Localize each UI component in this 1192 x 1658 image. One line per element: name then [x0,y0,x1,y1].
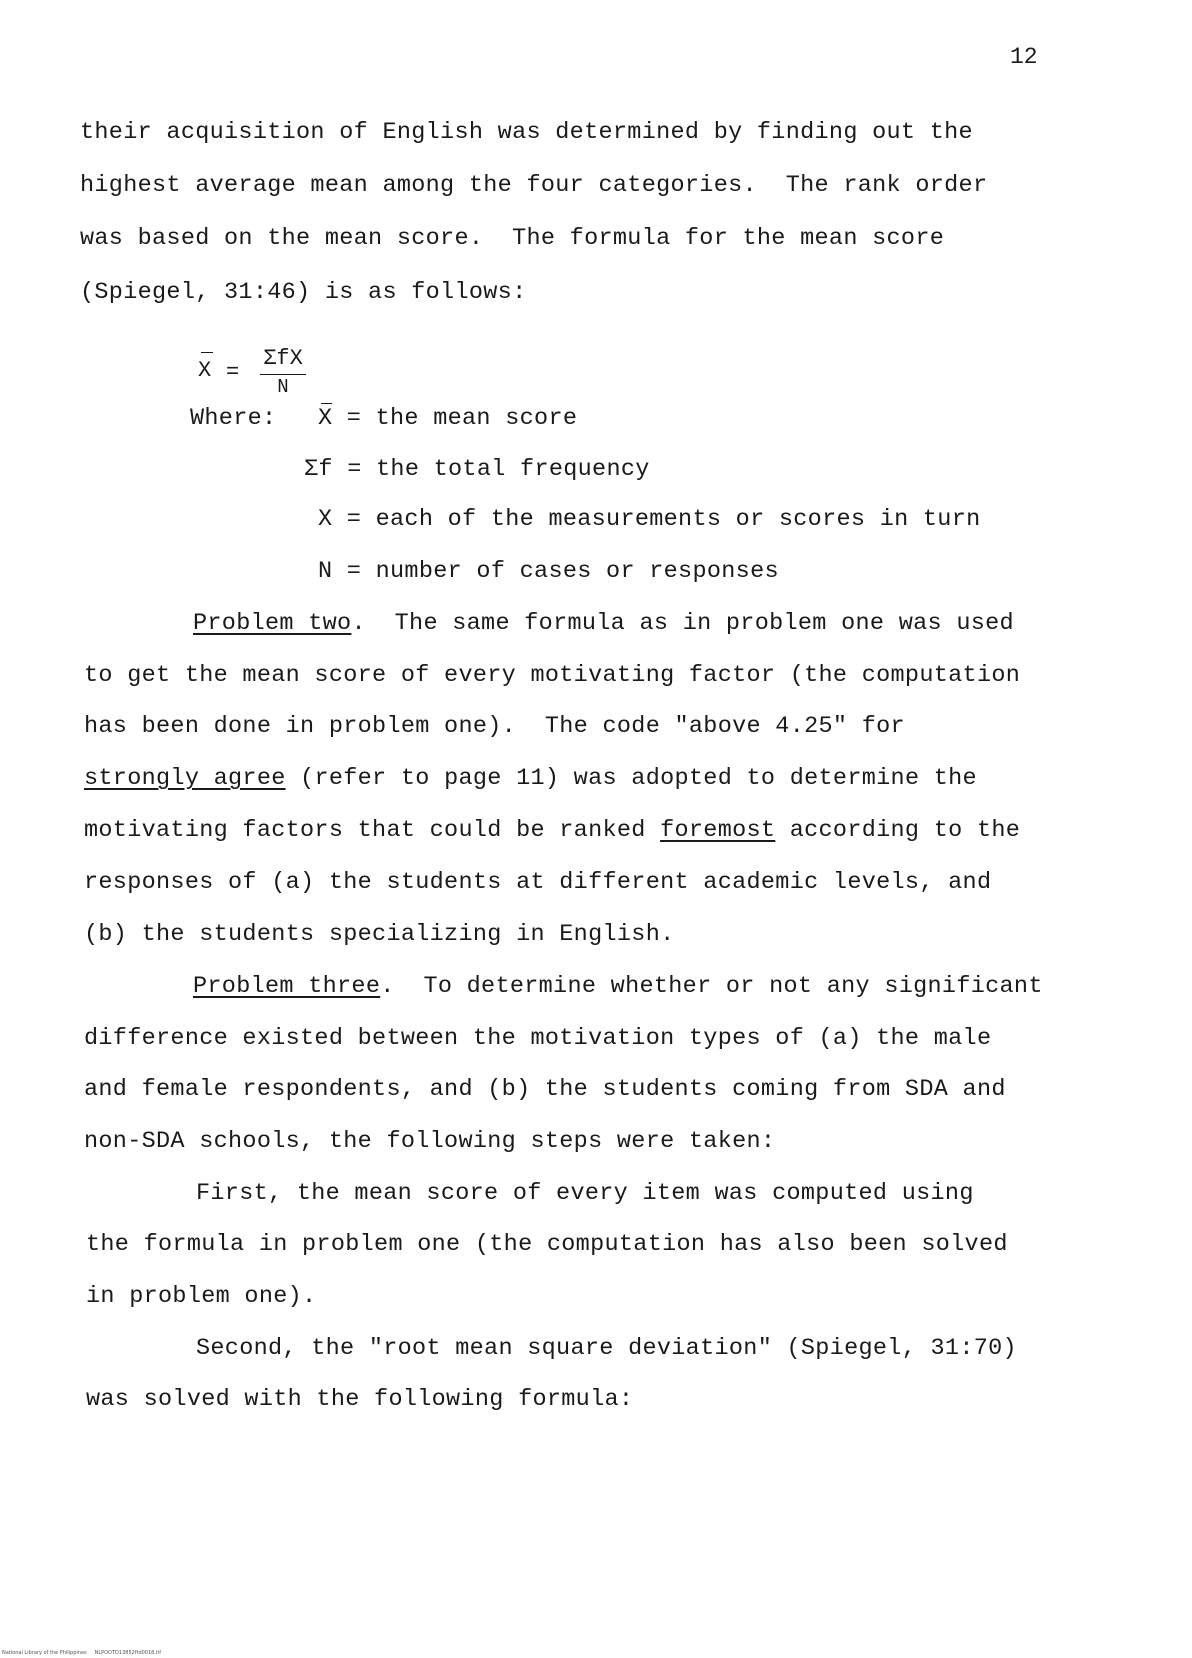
first-step-line3: in problem one). [86,1283,317,1310]
n-symbol: N [318,558,333,585]
second-step-line2: was solved with the following formula: [86,1386,634,1413]
para1-line1: their acquisition of English was determined by finding out the [80,119,973,146]
problem-two-line4-text: (refer to page 11) was adopted to determine the [285,765,977,792]
problem-three-heading: Problem three [193,973,381,1000]
problem-three-line2: difference existed between the motivation types of (a) the male [84,1025,992,1052]
first-step-line1: First, the mean score of every item was computed using [196,1180,974,1207]
where-label: Where: [190,405,277,432]
fraction-bar [260,374,306,375]
page-number: 12 [1010,44,1038,70]
problem-two-line1 [193,609,1014,639]
where-item-mean-text: = the mean score [332,405,578,432]
where-item-cases [318,557,779,587]
problem-three-line1 [193,972,1043,1002]
problem-two-line6: responses of (a) the students at different academic levels, and [84,869,992,896]
where-item-measurements [318,505,981,535]
formula-denominator: N [277,376,289,398]
problem-three-line3: and female respondents, and (b) the students coming from SDA and [84,1076,1006,1103]
xbar-symbol: X [318,405,333,432]
problem-two-line5-a: motivating factors that could be ranked [84,817,661,844]
second-step-line1: Second, the "root mean square deviation" (Spiegel, 31:70) [196,1335,1017,1362]
formula-equals: = [226,360,240,385]
where-item-mean [318,404,577,434]
problem-two-line1-text: . The same formula as in problem one was used [351,610,1014,637]
xbar-overline [201,352,213,353]
problem-three-line4: non-SDA schools, the following steps were taken: [84,1128,776,1155]
para1-line2: highest average mean among the four categories. The rank order [80,172,988,199]
foremost-term: foremost [660,817,776,844]
para1-line4: (Spiegel, 31:46) is as follows: [80,279,527,306]
problem-two-line5 [84,816,1020,846]
where-item-frequency [304,455,650,485]
para1-line3: was based on the mean score. The formula for the mean score [80,225,945,252]
problem-two-line7: (b) the students specializing in English. [84,921,675,948]
strongly-agree-term: strongly agree [84,765,286,792]
x-symbol: X [318,506,333,533]
problem-two-line2: to get the mean score of every motivating factor (the computation [84,662,1021,689]
problem-two-line3: has been done in problem one). The code "above 4.25" for [84,713,905,740]
formula-numerator: ΣfX [263,346,303,371]
problem-two-line4 [84,764,977,794]
where-item-cases-text: = number of cases or responses [332,558,779,585]
scan-footer: National Library of the Philippines NLPOOTD13852ftd0018.tif [2,1650,162,1656]
sigma-f-symbol: Σf [304,456,333,483]
problem-three-line1-text: . To determine whether or not any significant [380,973,1043,1000]
problem-two-heading: Problem two [193,610,352,637]
formula-lhs: X [198,358,212,383]
where-item-measurements-text: = each of the measurements or scores in turn [332,506,981,533]
where-item-frequency-text: = the total frequency [332,456,650,483]
problem-two-line5-b: according to the [775,817,1021,844]
first-step-line2: the formula in problem one (the computation has also been solved [86,1231,1008,1258]
